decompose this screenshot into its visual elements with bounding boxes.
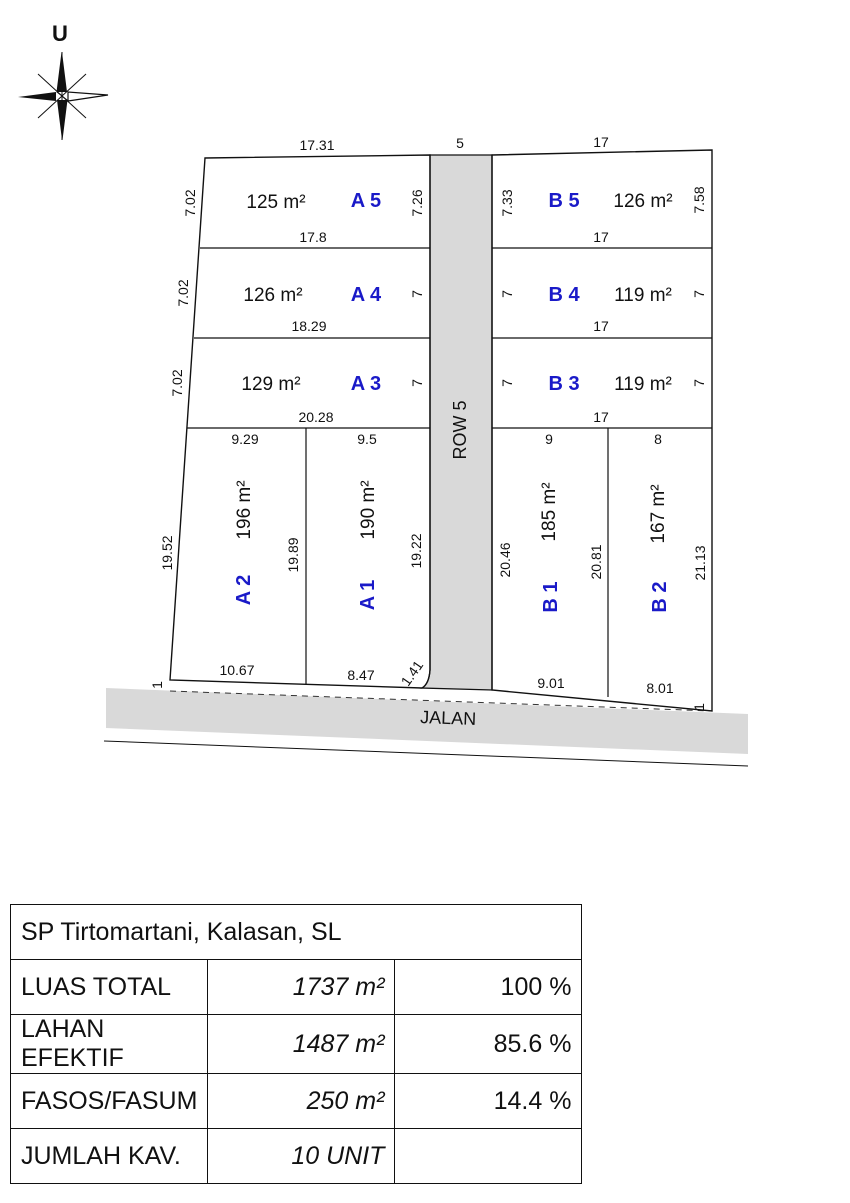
lot-b4-label: B 4 — [548, 284, 580, 306]
summary-label: JUMLAH KAV. — [11, 1129, 208, 1184]
lot-a2-label: A 2 — [233, 574, 255, 606]
dim-label: 7.02 — [175, 279, 191, 307]
summary-value: 1737 m² — [208, 960, 395, 1015]
dim-label: 17.31 — [299, 137, 335, 153]
lot-b3-area: 119 m² — [614, 374, 672, 395]
dim-label: 17 — [593, 318, 609, 334]
dim-label: 19.52 — [159, 535, 175, 571]
summary-percent — [395, 1129, 582, 1184]
summary-percent: 100 % — [395, 960, 582, 1015]
summary-title: SP Tirtomartani, Kalasan, SL — [11, 905, 582, 960]
summary-label: LAHAN EFEKTIF — [11, 1015, 208, 1074]
summary-value: 10 UNIT — [208, 1129, 395, 1184]
lot-a1-label: A 1 — [357, 579, 379, 611]
lot-b1-area: 185 m² — [539, 482, 560, 542]
dim-label: 20.81 — [588, 544, 604, 580]
summary-percent: 14.4 % — [395, 1074, 582, 1129]
compass-west-arrow — [18, 92, 56, 101]
summary-table — [10, 904, 582, 1184]
lot-b5-area: 126 m² — [613, 191, 673, 212]
lot-a1-area: 190 m² — [358, 480, 379, 540]
dim-label: 7.02 — [182, 189, 198, 217]
dim-label: 7 — [499, 379, 515, 387]
dim-label: 19.89 — [285, 537, 301, 573]
compass-east-arrow — [68, 92, 108, 101]
dim-label: 1 — [149, 681, 165, 689]
lot-a5-area: 125 m² — [246, 192, 306, 213]
dim-label: 7.33 — [499, 189, 515, 217]
dim-label: 1.41 — [397, 657, 427, 689]
dim-label: 20.28 — [298, 409, 334, 425]
dim-label: 9 — [545, 431, 553, 447]
dim-label: 20.46 — [497, 542, 513, 578]
lot-b2-label: B 2 — [649, 581, 671, 613]
summary-value: 250 m² — [208, 1074, 395, 1129]
dim-label: 18.29 — [291, 318, 327, 334]
dim-label: 7.58 — [691, 186, 707, 214]
summary-title-row — [11, 905, 582, 960]
dim-label: 17.8 — [299, 229, 327, 245]
summary-row — [11, 960, 582, 1015]
road-jalan-label: JALAN — [419, 707, 477, 729]
dim-label: 8.01 — [646, 680, 674, 696]
dim-label: 7 — [691, 290, 707, 298]
dim-label: 10.67 — [219, 662, 255, 678]
dim-label: 9.29 — [231, 431, 259, 447]
lot-a4-area: 126 m² — [243, 285, 303, 306]
lot-a4-label: A 4 — [350, 284, 382, 306]
dim-label: 9.5 — [357, 431, 377, 447]
lot-b1-label: B 1 — [540, 581, 562, 613]
dim-label: 17 — [593, 229, 609, 245]
lot-a5-label: A 5 — [350, 190, 382, 212]
dim-label: 19.22 — [408, 533, 424, 569]
dim-label: 7 — [409, 290, 425, 298]
row-5-label: ROW 5 — [450, 400, 470, 460]
summary-label: LUAS TOTAL — [11, 960, 208, 1015]
lot-b2-area: 167 m² — [648, 484, 669, 544]
summary-percent: 85.6 % — [395, 1015, 582, 1074]
lot-a3-area: 129 m² — [241, 374, 301, 395]
summary-row — [11, 1129, 582, 1184]
lot-a2-area: 196 m² — [234, 480, 255, 540]
dim-label: 21.13 — [692, 545, 708, 581]
lot-b5-label: B 5 — [548, 190, 580, 212]
summary-row — [11, 1015, 582, 1074]
lot-b3-label: B 3 — [548, 373, 580, 395]
dim-label: 7 — [499, 290, 515, 298]
lot-b4-area: 119 m² — [614, 285, 672, 306]
dim-label: 9.01 — [537, 675, 565, 691]
dim-label: 17 — [593, 134, 609, 150]
summary-value: 1487 m² — [208, 1015, 395, 1074]
dim-label: 7.26 — [409, 189, 425, 217]
compass-rose — [18, 21, 108, 140]
dim-label: 17 — [593, 409, 609, 425]
dim-label: 7 — [691, 379, 707, 387]
dim-label: 7.02 — [169, 369, 185, 397]
summary-row — [11, 1074, 582, 1129]
summary-label: FASOS/FASUM — [11, 1074, 208, 1129]
lot-a3-label: A 3 — [350, 373, 382, 395]
dim-label: 8 — [654, 431, 662, 447]
dim-label: 5 — [456, 135, 464, 151]
dim-label: 1 — [691, 703, 707, 711]
north-label: U — [52, 21, 68, 46]
dim-label: 8.47 — [347, 667, 375, 683]
dim-label: 7 — [409, 379, 425, 387]
